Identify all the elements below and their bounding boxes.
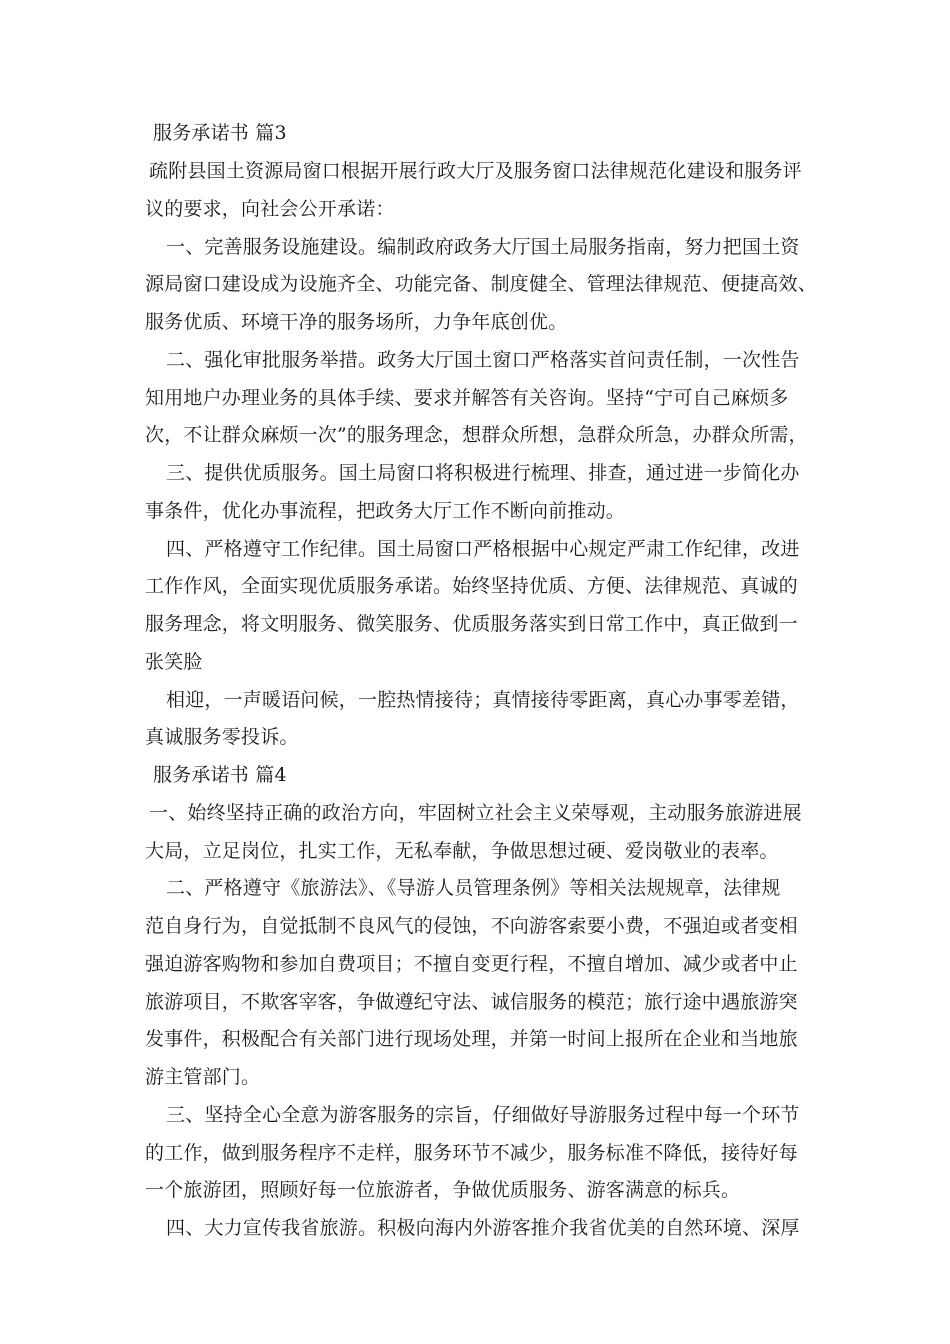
text-line: 一、完善服务设施建设。编制政府政务大厅国土局服务指南，努力把国土资: [166, 236, 800, 258]
text-line: 一、始终坚持正确的政治方向，牢固树立社会主义荣辱观，主动服务旅游进展: [149, 802, 802, 824]
text-line: 张笑脸: [145, 651, 203, 673]
text-line: 四、严格遵守工作纪律。国土局窗口严格根据中心规定严肃工作纪律，改进: [166, 538, 800, 560]
text-line: 工作作风，全面实现优质服务承诺。始终坚持优质、方便、法律规范、真诚的: [145, 575, 798, 597]
text-line: 相迎，一声暖语问候，一腔热情接待；真情接待零距离，真心办事零差错，: [166, 689, 800, 711]
text-line: 服务理念，将文明服务、微笑服务、优质服务落实到日常工作中，真正做到一: [145, 613, 798, 635]
text-line: 游主管部门。: [145, 1066, 261, 1088]
text-line: 二、严格遵守《旅游法》、《导游人员管理条例》等相关法规规章，法律规: [166, 877, 781, 899]
text-line: 三、提供优质服务。国土局窗口将积极进行梳理、排查，通过进一步简化办: [166, 462, 800, 484]
text-line: 知用地户办理业务的具体手续、要求并解答有关咨询。坚持“宁可自己麻烦多: [145, 387, 789, 409]
text-line: 四、大力宣传我省旅游。积极向海内外游客推介我省优美的自然环境、深厚: [166, 1217, 800, 1239]
text-line: 事条件，优化办事流程，把政务大厅工作不断向前推动。: [145, 500, 626, 522]
text-line: 源局窗口建设成为设施齐全、功能完备、制度健全、管理法律规范、便捷高效、: [145, 273, 818, 295]
text-line: 真诚服务零投诉。: [145, 726, 299, 748]
text-line: 强迫游客购物和参加自费项目；不擅自变更行程，不擅自增加、减少或者中止: [145, 953, 798, 975]
section-heading-3: 服务承诺书 篇3: [153, 122, 287, 144]
text-line: 发事件，积极配合有关部门进行现场处理，并第一时间上报所在企业和当地旅: [145, 1028, 798, 1050]
text-line: 三、坚持全心全意为游客服务的宗旨，仔细做好导游服务过程中每一个环节: [166, 1104, 800, 1126]
text-line: 范自身行为，自觉抵制不良风气的侵蚀，不向游客索要小费，不强迫或者变相: [145, 915, 798, 937]
text-line: 二、强化审批服务举措。政务大厅国土窗口严格落实首问责任制，一次性告: [166, 349, 800, 371]
text-line: 大局，立足岗位，扎实工作，无私奉献，争做思想过硬、爱岗敬业的表率。: [145, 840, 779, 862]
text-line: 旅游项目，不欺客宰客，争做遵纪守法、诚信服务的模范；旅行途中遇旅游突: [145, 991, 798, 1013]
section-heading-4: 服务承诺书 篇4: [153, 764, 287, 786]
text-line: 一个旅游团，照顾好每一位旅游者，争做优质服务、游客满意的标兵。: [145, 1179, 741, 1201]
text-line: 次，不让群众麻烦一次”的服务理念，想群众所想，急群众所急，办群众所需，: [145, 424, 808, 446]
text-line: 疏附县国土资源局窗口根据开展行政大厅及服务窗口法律规范化建设和服务评: [149, 160, 802, 182]
text-line: 议的要求，向社会公开承诺：: [145, 198, 395, 220]
text-line: 服务优质、环境干净的服务场所，力争年底创优。: [145, 311, 568, 333]
text-line: 的工作，做到服务程序不走样，服务环节不减少，服务标准不降低，接待好每: [145, 1142, 798, 1164]
